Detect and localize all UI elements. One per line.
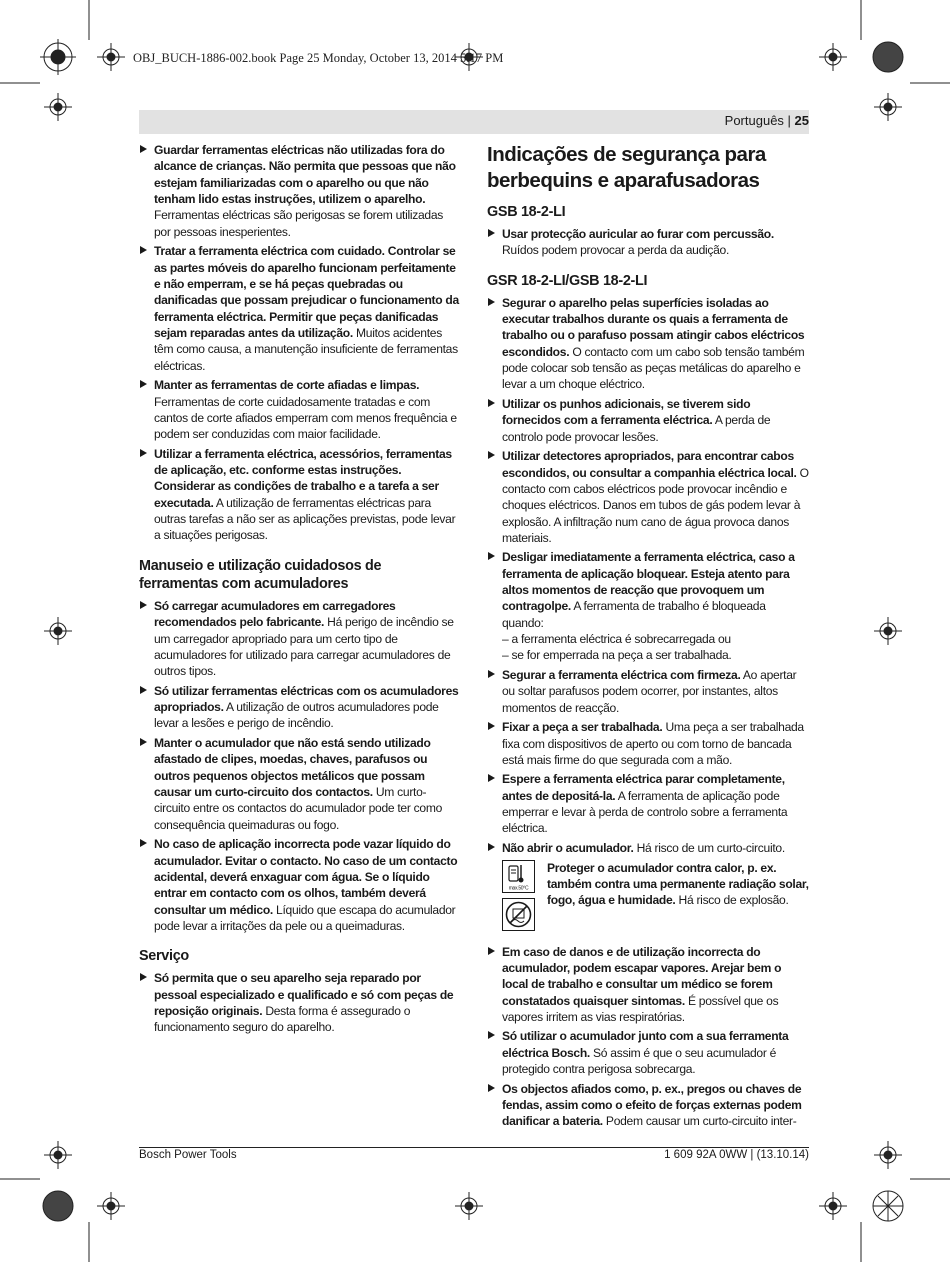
bullet-triangle-icon — [488, 670, 495, 678]
list-general-safety — [139, 142, 462, 544]
list-gsr-continued — [487, 667, 809, 856]
item-bold: Os objectos afiados como, p. ex., pregos ou chaves de fendas, assim como o efeito de forças externas podem danificar a bateria. — [502, 1081, 802, 1129]
list-item — [487, 667, 809, 716]
item-bold: Utilizar a ferramenta eléctrica, acessórios, ferramentas de aplicação, etc. conforme estas instruções. Considerar as condições de trabalho e a tarefa a ser executada. — [154, 446, 452, 510]
heat-warning-icon — [502, 860, 535, 893]
list-gsr — [487, 295, 809, 547]
list-item — [139, 683, 462, 732]
bullet-triangle-icon — [488, 947, 495, 955]
item-bold: Só carregar acumuladores em carregadores recomendados pelo fabricante. — [154, 598, 396, 630]
item-text: Ferramentas eléctricas são perigosas se forem utilizadas por pessoas inesperientes. — [154, 208, 444, 239]
bullet-triangle-icon — [140, 601, 147, 609]
item-bold: Utilizar detectores apropriados, para encontrar cabos escondidos, ou consultar a companhia eléctrica local. — [502, 449, 797, 480]
list-battery-end — [487, 944, 809, 1130]
list-item — [487, 840, 809, 856]
list-item — [139, 970, 462, 1035]
bullet-triangle-icon — [488, 843, 495, 851]
list-item — [487, 396, 809, 445]
warning-text — [540, 860, 809, 936]
bullet-triangle-icon — [488, 298, 495, 306]
list-gsb — [487, 226, 809, 259]
page-number: 25 — [794, 113, 809, 128]
section-title: Indicações de segurança para berbequins e aparafusadoras — [487, 143, 766, 192]
list-item — [487, 771, 809, 836]
item-bold: Manter o acumulador que não está sendo utilizado afastado de clipes, moedas, chaves, parafusos ou outros pequenos objectos metálicos que possam causar um curto-circuito dos contactos. — [154, 735, 431, 799]
list-item — [139, 598, 462, 680]
item-text: Um curto-circuito entre os contactos do acumulador pode ter como consequência queimaduras ou fogo. — [154, 784, 443, 832]
item-bold: Não abrir o acumulador. — [502, 841, 634, 855]
item-bold: Usar protecção auricular ao furar com percussão. — [502, 227, 774, 241]
footer-rule — [139, 1147, 809, 1148]
item-bold: Tratar a ferramenta eléctrica com cuidado. Controlar se as partes móveis do aparelho funcionam perfeitamente e não emperram, e se há peças quebradas ou danificadas que possam prejudicar o funcionamento da ferramenta eléctrica. Permitir que peças danificadas sejam reparadas antes da utilização. — [154, 244, 459, 340]
item-text: Há perigo de incêndio se um carregador apropriado para um certo tipo de acumuladores for utilizado para carregar acumuladores de outros tipos. — [154, 615, 454, 679]
bullet-triangle-icon — [140, 246, 147, 254]
item-bold: Segurar a ferramenta eléctrica com firmeza. — [502, 668, 741, 682]
item-text: Ao apertar ou soltar parafusos podem ocorrer, por instantes, altos momentos de reacção. — [502, 668, 797, 715]
item-text: Ruídos podem provocar a perda da audição. — [502, 243, 730, 258]
bullet-triangle-icon — [488, 1031, 495, 1039]
bullet-triangle-icon — [140, 449, 147, 457]
item-text: Ferramentas de corte cuidadosamente tratadas e com cantos de corte afiados emperram com menos frequência e podem ser conduzidas com maior facilidade. — [154, 394, 457, 442]
item-bold: Segurar o aparelho pelas superfícies isoladas ao executar trabalhos durante os quais a ferramenta de trabalho ou o parafuso possam atingir cabos eléctricos escondidos. — [502, 295, 805, 359]
item-text: É possível que os vapores irritem as vias respiratórias. — [502, 993, 779, 1024]
item-bold: No caso de aplicação incorrecta pode vazar líquido do acumulador. Evitar o contacto. No caso de um contacto acidental, deverá enxaguar com água. Se o líquido entrar em contacto com os olhos, também deverá consultar um médico. — [154, 837, 458, 917]
item-bold: Só permita que o seu aparelho seja reparado por pessoal especializado e qualificado e só com peças de reposição originais. — [154, 971, 454, 1018]
item-text: Muitos acidentes têm como causa, a manutenção insuficiente de ferramentas eléctricas. — [154, 325, 458, 373]
item-text: Líquido que escapa do acumulador pode levar a irritações da pele ou a queimaduras. — [154, 902, 456, 933]
bullet-triangle-icon — [140, 145, 147, 153]
bullet-triangle-icon — [488, 552, 495, 560]
list-item — [139, 735, 462, 833]
footer-brand: Bosch Power Tools — [139, 1149, 237, 1161]
item-bold: Só utilizar o acumulador junto com a sua ferramenta eléctrica Bosch. — [502, 1029, 789, 1060]
item-text: Uma peça a ser trabalhada fixa com dispositivos de aperto ou com torno de bancada está mais firme do que segurada com a mão. — [502, 720, 804, 767]
heading-gsr: GSR 18-2-LI/GSB 18-2-LI — [487, 272, 648, 289]
list-item — [487, 226, 809, 259]
heading-battery-tools: Manuseio e utilização cuidadosos de ferramentas com acumuladores — [139, 557, 382, 592]
warning-block — [502, 860, 809, 936]
item-bold: Manter as ferramentas de corte afiadas e limpas. — [154, 378, 420, 393]
list-item — [487, 719, 809, 768]
no-fire-water-icon — [502, 898, 535, 931]
list-item — [139, 377, 462, 442]
print-slug: OBJ_BUCH-1886-002.book Page 25 Monday, October 13, 2014 5:17 PM — [133, 51, 504, 65]
page-header: Português | 25 — [724, 113, 809, 128]
item-text: Só assim é que o seu acumulador é protegido contra perigosa sobrecarga. — [502, 1045, 777, 1077]
list-item — [487, 295, 809, 393]
list-item — [139, 446, 462, 544]
list-item — [139, 836, 462, 934]
bullet-triangle-icon — [140, 839, 147, 847]
list-item — [487, 448, 809, 546]
list-item — [139, 243, 462, 374]
item-bold: Utilizar os punhos adicionais, se tiverem sido fornecidos com a ferramenta eléctrica. — [502, 396, 751, 428]
item-text: O contacto com um cabo sob tensão também pode colocar sob tensão as peças metálicas do aparelho e levar a um choque eléctrico. — [502, 344, 805, 392]
item-text: A ferramenta de aplicação pode emperrar e levar à perda de controlo sobre a ferramenta eléctrica. — [502, 788, 788, 836]
max-temp-label: max.50°C — [508, 885, 529, 892]
item-bold: Espere a ferramenta eléctrica parar completamente, antes de depositá-la. — [502, 772, 785, 803]
bullet-triangle-icon — [488, 1084, 495, 1092]
heading-gsb: GSB 18-2-LI — [487, 204, 566, 220]
bullet-triangle-icon — [488, 722, 495, 730]
item-bold: Fixar a peça a ser trabalhada. — [502, 720, 663, 735]
header-bar — [139, 110, 809, 134]
list-service — [139, 970, 462, 1035]
bullet-triangle-icon — [140, 738, 147, 746]
item-text: A ferramenta de trabalho é bloqueada quando: — [502, 599, 766, 630]
sub-item: – a ferramenta eléctrica é sobrecarregada ou — [502, 632, 731, 647]
footer-code: 1 609 92A 0WW | (13.10.14) — [664, 1149, 809, 1161]
item-bold: Só utilizar ferramentas eléctricas com os acumuladores apropriados. — [154, 683, 459, 715]
header-language: Português — [724, 113, 784, 128]
item-text: A utilização de ferramentas eléctricas para outras tarefas a não ser as aplicações previstas, pode levar a situações perigosas. — [154, 495, 456, 543]
list-item — [487, 944, 809, 1026]
item-bold: Desligar imediatamente a ferramenta eléctrica, caso a ferramenta de aplicação bloquear. Esteja atento para altos momentos de reacção que provoquem um contragolpe. — [502, 550, 795, 614]
list-item — [487, 1081, 809, 1130]
item-text: Há risco de um curto-circuito. — [633, 841, 785, 855]
item-text: Desta forma é assegurado o funcionamento seguro do aparelho. — [154, 1003, 411, 1035]
bullet-triangle-icon — [140, 380, 147, 388]
bullet-triangle-icon — [488, 399, 495, 407]
warning-bold: Proteger o acumulador contra calor, p. ex. também contra uma permanente radiação solar, fogo, água e humidade. — [547, 860, 809, 908]
item-text: O contacto com cabos eléctricos pode provocar incêndio e choques eléctricos. Danos em tubos de gás podem levar à explosão. A infiltração num cano de água provoca danos materiais. — [502, 465, 809, 545]
left-column — [139, 142, 462, 1039]
item-text: A utilização de outros acumuladores pode levar a lesões e perigo de incêndio. — [154, 700, 439, 731]
list-item — [487, 1028, 809, 1077]
item-text: Podem causar um curto-circuito inter- — [602, 1114, 797, 1129]
list-battery-safety — [139, 598, 462, 934]
warning-icons — [502, 860, 540, 936]
bullet-triangle-icon — [488, 451, 495, 459]
item-bold: Em caso de danos e de utilização incorrecta do acumulador, podem escapar vapores. Arejar bem o local de trabalho e consultar um médico se forem constatados quaisquer sintomas. — [502, 944, 782, 1008]
warning-normal: Há risco de explosão. — [675, 893, 789, 908]
bullet-triangle-icon — [488, 774, 495, 782]
bullet-triangle-icon — [488, 229, 495, 237]
right-column — [487, 142, 809, 1133]
heading-service: Serviço — [139, 948, 189, 965]
list-item — [139, 142, 462, 240]
bullet-triangle-icon — [140, 686, 147, 694]
item-bold: Guardar ferramentas eléctricas não utilizadas fora do alcance de crianças. Não permita que pessoas que não estejam familiarizadas com o aparelho ou que não tenham lido estas instruções, utilizem o aparelho. — [154, 143, 456, 207]
bullet-triangle-icon — [140, 973, 147, 981]
item-text: A perda de controlo pode provocar lesões. — [502, 413, 771, 444]
list-item-blocking — [487, 549, 809, 663]
sub-item: – se for emperrada na peça a ser trabalhada. — [502, 648, 732, 663]
